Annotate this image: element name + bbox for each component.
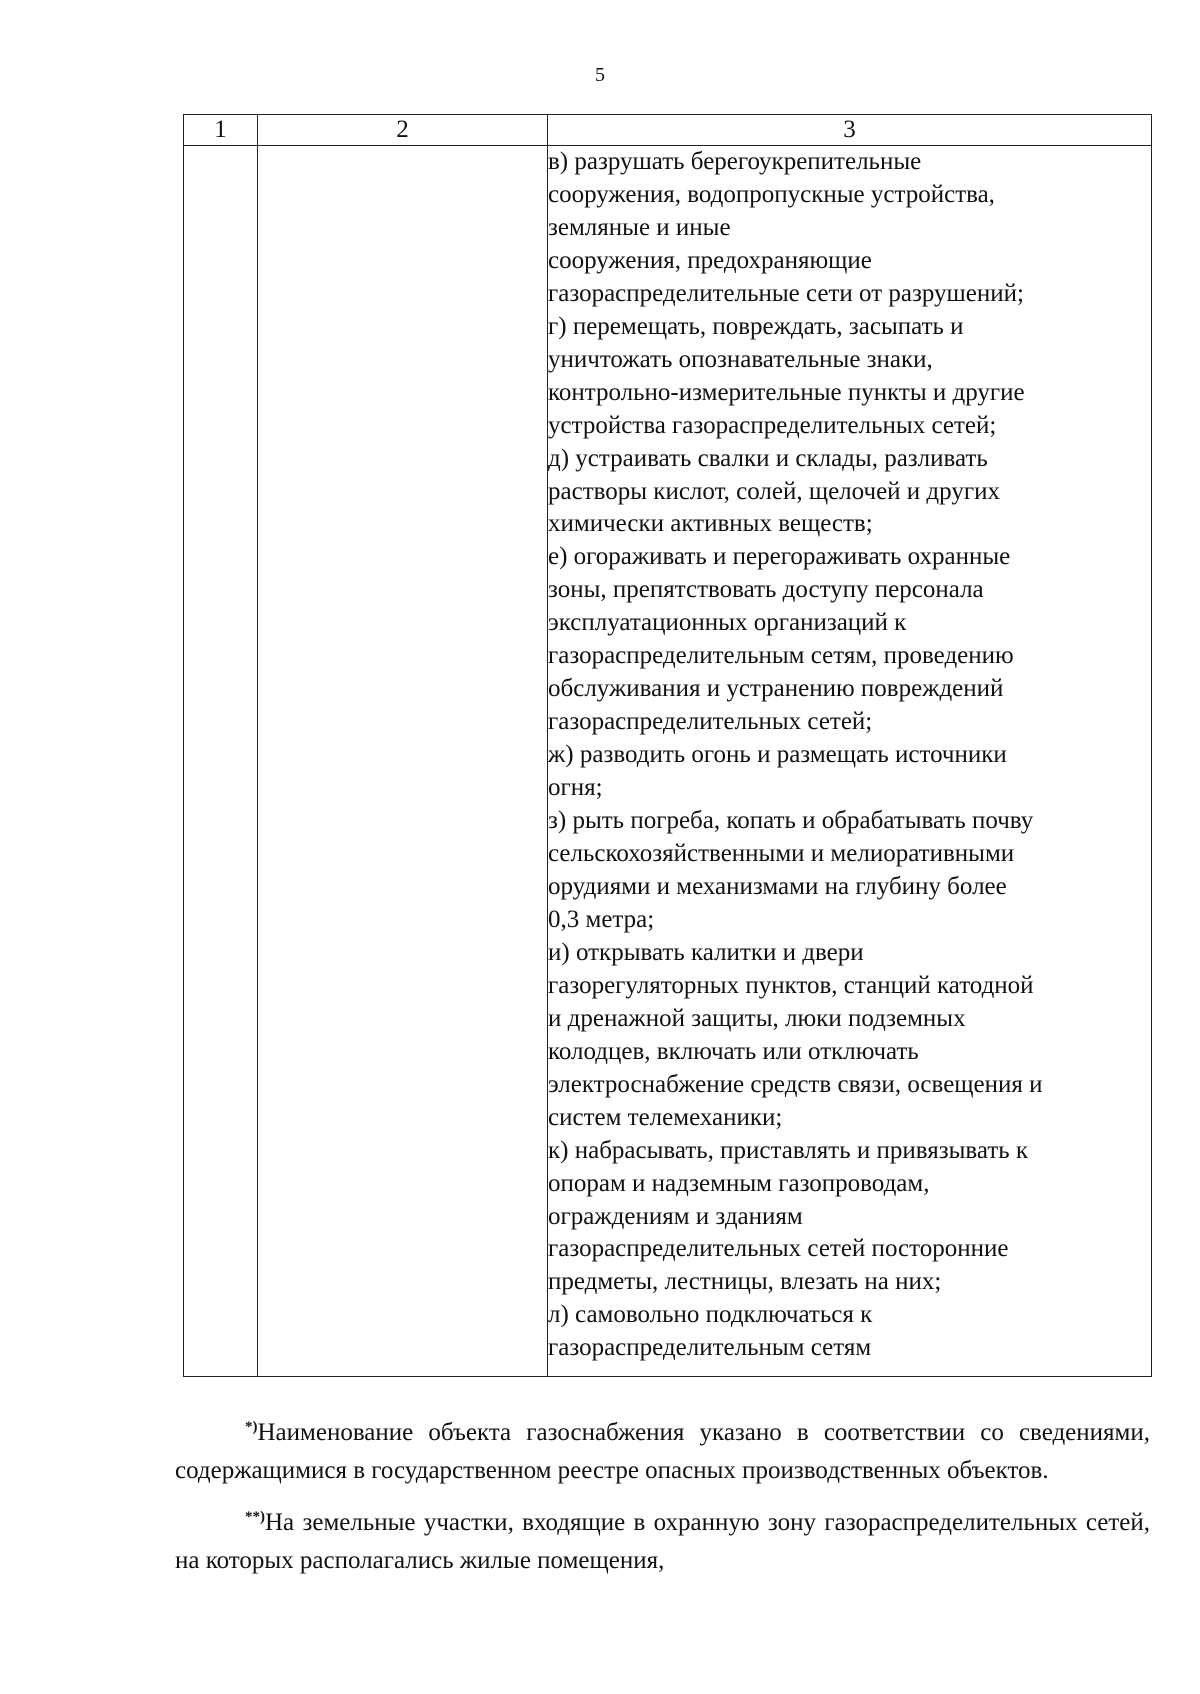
- text-line: растворы кислот, солей, щелочей и других: [548, 477, 1000, 505]
- text-line: опорам и надземным газопроводам,: [548, 1169, 930, 1197]
- text-line: газорегуляторных пунктов, станций катодной: [548, 971, 1034, 999]
- column-header-1: 1: [184, 115, 258, 146]
- text-line: к) набрасывать, приставлять и привязывать к: [548, 1136, 1029, 1164]
- text-line: г) перемещать, повреждать, засыпать и: [548, 312, 964, 340]
- text-line: газораспределительным сетям: [548, 1334, 872, 1362]
- text-line: предметы, лестницы, влезать на них;: [548, 1268, 942, 1296]
- text-line: ж) разводить огонь и размещать источники: [548, 741, 1007, 769]
- column-header-3: 3: [548, 115, 1152, 146]
- text-line: обслуживания и устранению повреждений: [548, 675, 1004, 703]
- text-line: орудиями и механизмами на глубину более: [548, 872, 1007, 900]
- footnotes: [175, 1408, 1150, 1588]
- table-row: [184, 146, 1152, 1377]
- text-line: в) разрушать берегоукрепительные: [548, 148, 922, 175]
- footnote-text: На земельные участки, входящие в охранную зону газораспределительных сетей, на которых располагались жилые помещения,: [175, 1509, 1150, 1574]
- text-line: газораспределительных сетей;: [548, 708, 873, 736]
- table-cell-col1: [184, 146, 258, 1377]
- footnote-marker: **): [245, 1509, 265, 1525]
- footnote-text: Наименование объекта газоснабжения указано в соответствии со сведениями, содержащимися в государственном реестре опасных производственных объектов.: [175, 1419, 1150, 1484]
- footnote-marker: *): [245, 1419, 258, 1435]
- text-line: систем телемеханики;: [548, 1103, 783, 1131]
- text-line: газораспределительные сети от разрушений;: [548, 279, 1024, 307]
- text-line: сельскохозяйственными и мелиоративными: [548, 840, 1015, 868]
- text-line: л) самовольно подключаться к: [548, 1301, 873, 1329]
- text-line: з) рыть погреба, копать и обрабатывать почву: [548, 807, 1034, 835]
- text-line: сооружения, предохраняющие: [548, 246, 872, 274]
- text-line: и) открывать калитки и двери: [548, 938, 864, 966]
- restrictions-table: [183, 114, 1152, 1377]
- column-header-2: 2: [258, 115, 548, 146]
- text-line: и дренажной защиты, люки подземных: [548, 1004, 966, 1032]
- text-line: электроснабжение средств связи, освещения и: [548, 1070, 1043, 1098]
- table-cell-col2: [258, 146, 548, 1377]
- footnote-2: [175, 1498, 1150, 1580]
- text-line: газораспределительных сетей посторонние: [548, 1235, 1009, 1263]
- table-header-row: [184, 115, 1152, 146]
- text-line: устройства газораспределительных сетей;: [548, 411, 997, 439]
- table-cell-col3: [548, 146, 1152, 1377]
- text-line: земляные и иные: [548, 213, 731, 241]
- text-line: уничтожать опознавательные знаки,: [548, 345, 933, 373]
- text-line: 0,3 метра;: [548, 905, 655, 933]
- text-line: сооружения, водопропускные устройства,: [548, 180, 995, 208]
- text-line: зоны, препятствовать доступу персонала: [548, 576, 984, 604]
- text-line: колодцев, включать или отключать: [548, 1037, 919, 1065]
- text-line: газораспределительным сетям, проведению: [548, 642, 1014, 670]
- text-line: ограждениям и зданиям: [548, 1202, 803, 1230]
- text-line: химически активных веществ;: [548, 510, 873, 538]
- footnote-1: [175, 1408, 1150, 1490]
- text-line: огня;: [548, 774, 603, 802]
- text-line: д) устраивать свалки и склады, разливать: [548, 444, 988, 472]
- text-line: контрольно-измерительные пункты и другие: [548, 378, 1025, 406]
- page-number: 5: [595, 64, 605, 86]
- text-line: е) огораживать и перегораживать охранные: [548, 543, 1011, 571]
- text-line: эксплуатационных организаций к: [548, 609, 907, 637]
